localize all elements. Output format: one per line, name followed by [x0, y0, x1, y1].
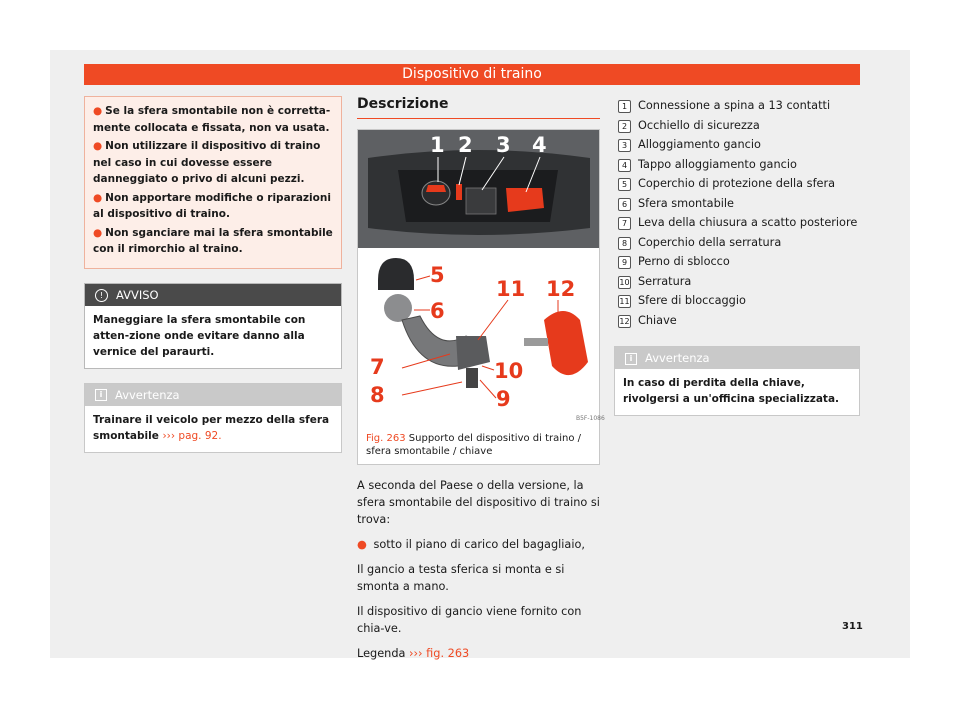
callout: 2 [458, 133, 473, 157]
number-badge: 7 [618, 217, 631, 230]
info-circle-icon: ! [95, 289, 108, 302]
avviso-box [84, 283, 342, 369]
warning-item: ● Non apportare modifiche o riparazioni al dispositivo di traino. [93, 191, 331, 220]
warning-item: ● Non sganciare mai la sfera smontabile con il rimorchio al traino. [93, 226, 333, 255]
callout: 8 [370, 383, 385, 407]
note-text: Trainare il veicolo per mezzo della sfera smontabile ››› pag. 92. [93, 413, 330, 442]
number-badge: 9 [618, 256, 631, 269]
note-text: In caso di perdita della chiave, rivolgersi a un'officina specializzata. [623, 377, 840, 405]
callout: 6 [430, 299, 445, 323]
figure-number: Fig. 263 [366, 433, 406, 444]
number-badge: 12 [619, 316, 630, 326]
legend-item: 1 Connessione a spina a 13 contatti [614, 96, 860, 116]
legend-list [614, 96, 860, 330]
note-header: i Avvertenza [85, 384, 341, 406]
number-badge: 6 [618, 198, 631, 211]
avviso-header: ! AVVISO [85, 284, 341, 306]
number-badge: 3 [618, 139, 631, 152]
number-badge: 4 [618, 159, 631, 172]
warning-item: ● Non utilizzare il dispositivo di traino nel caso in cui dovesse essere danneggiato o privo di alcuni pezzi. [93, 140, 321, 185]
right-column [614, 96, 860, 416]
paragraph: Il gancio a testa sferica si monta e si smonta a mano. [357, 563, 565, 593]
note-box-left [84, 383, 342, 453]
bullet-icon: ● [93, 105, 103, 117]
legend-item: 5 Coperchio di protezione della sfera [614, 174, 860, 194]
bullet-icon: ● [93, 191, 103, 204]
legend-item: 11 Sfere di bloccaggio [619, 294, 746, 307]
legend-item: 9 Perno di sblocco [614, 252, 860, 272]
middle-column [357, 96, 605, 670]
page-number: 311 [842, 621, 863, 632]
bullet-item: ● sotto il piano di carico del bagagliaio, [357, 538, 585, 551]
body-text [357, 477, 600, 662]
legend-item: 4 Tappo alloggiamento gancio [614, 155, 860, 175]
info-square-icon: i [95, 389, 107, 401]
figure-code: B5F-1086 [576, 415, 605, 422]
bullet-icon: ● [93, 140, 103, 152]
callout: 12 [546, 277, 576, 301]
towbar-illustration [358, 130, 605, 426]
page-link[interactable]: ››› pag. 92. [162, 429, 222, 442]
legend-item: 10 Serratura [619, 274, 692, 288]
left-column [84, 96, 342, 453]
callout: 4 [532, 133, 547, 157]
page-header: Dispositivo di traino [84, 64, 860, 85]
paragraph: Il dispositivo di gancio viene fornito con chia-ve. [357, 605, 582, 635]
callout: 10 [494, 359, 524, 383]
warning-item: ● Se la sfera smontabile non è corretta-mente collocata e fissata, non va usata. [93, 105, 331, 134]
bullet-icon: ● [93, 226, 103, 239]
legend-item: 7 Leva della chiusura a scatto posteriore [614, 213, 860, 233]
figure [357, 129, 605, 465]
callout: 3 [496, 133, 511, 157]
paragraph: A seconda del Paese o della versione, la sfera smontabile del dispositivo di traino si trova: [357, 479, 600, 526]
number-badge: 2 [618, 120, 631, 133]
number-badge: 1 [618, 100, 631, 113]
warning-box [84, 96, 342, 269]
section-title: Descrizione [357, 96, 600, 119]
callout: 9 [496, 387, 511, 411]
note-box-right [614, 346, 860, 416]
legend-item: 12 Chiave [619, 313, 677, 327]
figure-caption: Fig. 263 Supporto del dispositivo di traino / sfera smontabile / chiave [366, 433, 582, 457]
bullet-icon: ● [357, 538, 367, 551]
note-header: i Avvertenza [615, 347, 859, 369]
number-badge: 10 [619, 277, 630, 287]
callout: 5 [430, 263, 445, 287]
info-square-icon: i [625, 353, 637, 365]
legend-item: 6 Sfera smontabile [614, 194, 860, 214]
legend-item: 3 Alloggiamento gancio [614, 135, 860, 155]
figure-link[interactable]: ››› fig. 263 [409, 647, 470, 660]
number-badge: 5 [618, 178, 631, 191]
legend-item: 2 Occhiello di sicurezza [614, 116, 860, 136]
callout: 11 [496, 277, 526, 301]
avviso-text: Maneggiare la sfera smontabile con atten-zione onde evitare danno alla vernice del paraurti. [93, 313, 306, 358]
callout: 7 [370, 355, 385, 379]
legend-item: 8 Coperchio della serratura [614, 233, 860, 253]
number-badge: 8 [618, 237, 631, 250]
legend-reference: Legenda ››› fig. 263 [357, 647, 470, 660]
number-badge: 11 [619, 297, 630, 306]
callout: 1 [430, 133, 445, 157]
